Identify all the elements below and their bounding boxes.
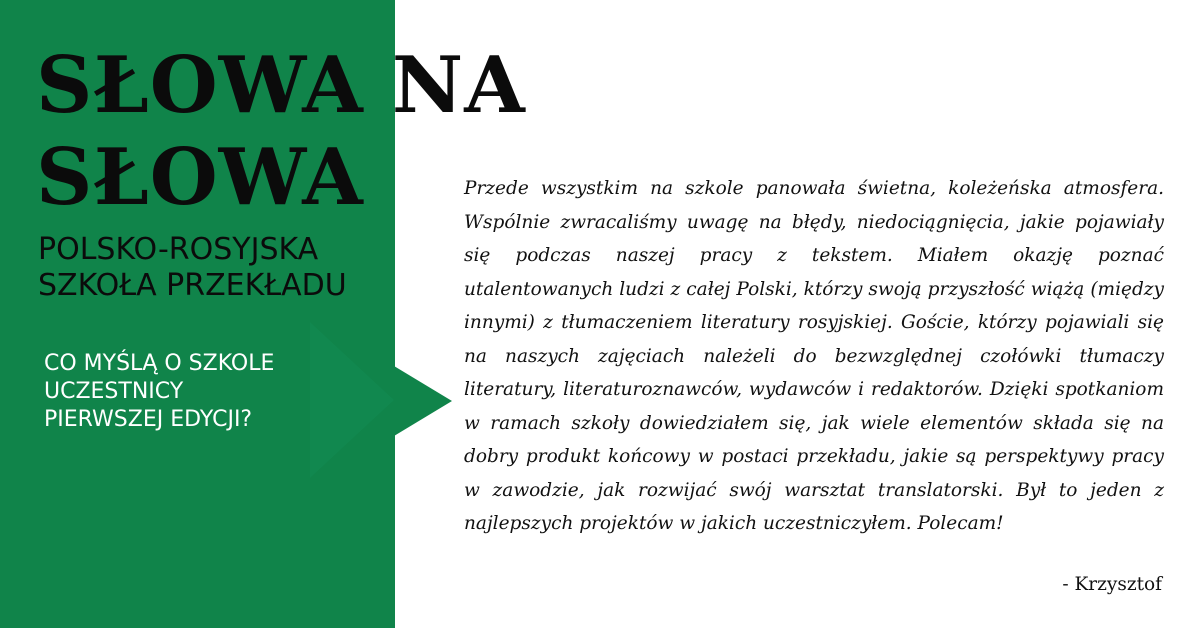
subtitle-line-1: POLSKO-ROSYJSKA xyxy=(38,232,319,267)
testimonial-quote: Przede wszystkim na szkole panowała świetna, koleżeńska atmosfera. Wspólnie zwracaliśmy uwagę na błędy, niedociągnięcia, jakie pojawiały się podczas naszej pracy z tekstem. Miałem okazję poznać utalentowanych ludzi z całej Polski, którzy swoją przyszłość wiążą (między innymi) z tłumaczeniem literatury rosyjskiej. Goście, którzy pojawiali się na naszych zajęciach należeli do bezwzględnej czołówki tłumaczy literatury, literaturoznawców, wydawców i redaktorów. Dzięki spotkaniom w ramach szkoły dowiedziałem się, jak wiele elementów składa się na dobry produkt końcowy w postaci przekładu, jakie są perspektywy pracy w zawodzie, jak rozwijać swój warsztat translatorski. Był to jeden z najlepszych projektów w jakich uczestniczyłem. Polecam! xyxy=(464,178,1164,534)
question-line-2: UCZESTNICY xyxy=(44,379,184,404)
title-line-2: SŁOWA xyxy=(36,132,364,223)
question-line-1: CO MYŚLĄ O SZKOLE xyxy=(44,351,275,376)
question-line-3: PIERWSZEJ EDYCJI? xyxy=(44,407,253,432)
title-line-1: SŁOWA NA xyxy=(36,40,526,131)
subtitle-line-2: SZKOŁA PRZEKŁADU xyxy=(38,268,347,303)
page-title xyxy=(36,40,526,224)
speech-pointer xyxy=(394,366,452,436)
subtitle xyxy=(38,232,347,304)
question-heading xyxy=(44,350,274,434)
testimonial-author: - Krzysztof xyxy=(1062,574,1162,595)
pointer-shade xyxy=(310,322,394,478)
